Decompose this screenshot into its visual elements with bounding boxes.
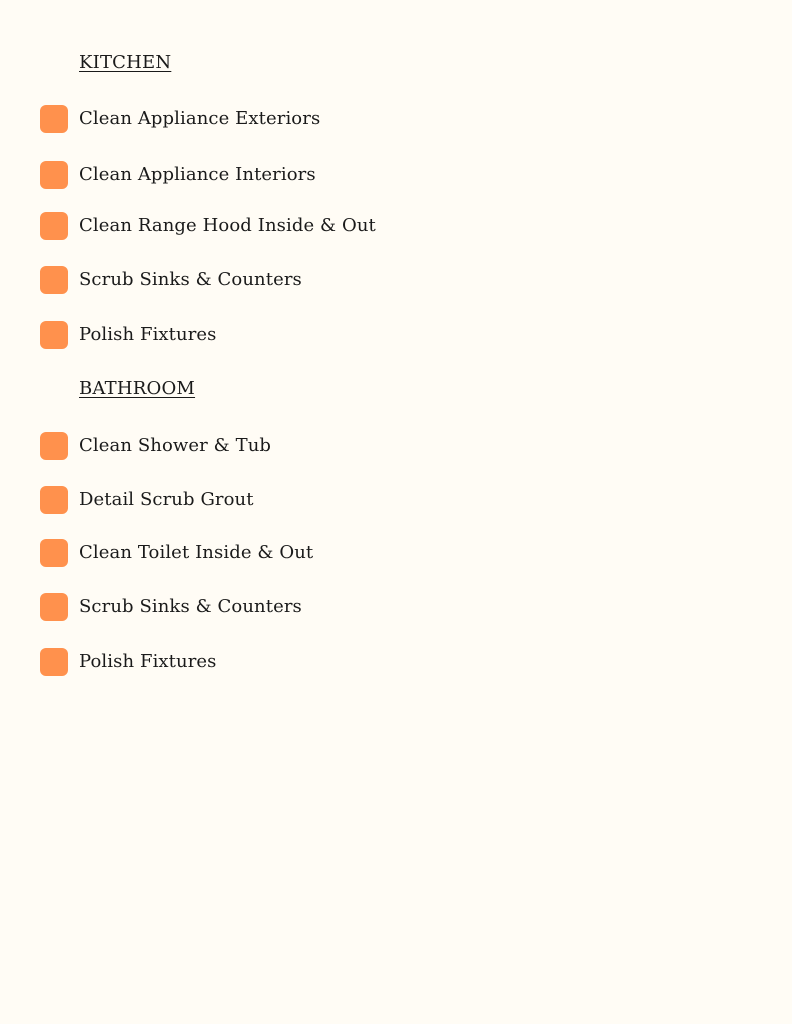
checklist-item-label: Detail Scrub Grout — [79, 489, 254, 510]
checkbox[interactable] — [40, 486, 68, 514]
checklist-item-label: Clean Appliance Interiors — [79, 164, 316, 185]
checklist-item[interactable] — [40, 486, 254, 514]
checklist-item-label: Clean Appliance Exteriors — [79, 108, 321, 129]
checklist-item-label: Scrub Sinks & Counters — [79, 269, 302, 290]
checkbox[interactable] — [40, 321, 68, 349]
checklist-item[interactable] — [40, 432, 271, 460]
checkbox[interactable] — [40, 539, 68, 567]
checklist-item[interactable] — [40, 321, 217, 349]
checklist-item-label: Clean Range Hood Inside & Out — [79, 215, 376, 236]
checklist-item[interactable] — [40, 539, 313, 567]
checklist-item[interactable] — [40, 105, 320, 133]
checklist-item[interactable] — [40, 593, 302, 621]
checklist-item[interactable] — [40, 648, 217, 676]
checkbox[interactable] — [40, 105, 68, 133]
checklist-item[interactable] — [40, 161, 316, 189]
checklist-item-label: Scrub Sinks & Counters — [79, 596, 302, 617]
checklist-item-label: Polish Fixtures — [79, 651, 217, 672]
checkbox[interactable] — [40, 432, 68, 460]
checkbox[interactable] — [40, 593, 68, 621]
section-heading-kitchen: KITCHEN — [79, 52, 172, 73]
section-heading-bathroom: BATHROOM — [79, 378, 196, 399]
checklist-item-label: Clean Toilet Inside & Out — [79, 542, 314, 563]
checkbox[interactable] — [40, 648, 68, 676]
checklist-item-label: Polish Fixtures — [79, 324, 217, 345]
checkbox[interactable] — [40, 266, 68, 294]
checkbox[interactable] — [40, 161, 68, 189]
checklist-item[interactable] — [40, 212, 376, 240]
checklist-item[interactable] — [40, 266, 302, 294]
checklist-item-label: Clean Shower & Tub — [79, 435, 272, 456]
checkbox[interactable] — [40, 212, 68, 240]
